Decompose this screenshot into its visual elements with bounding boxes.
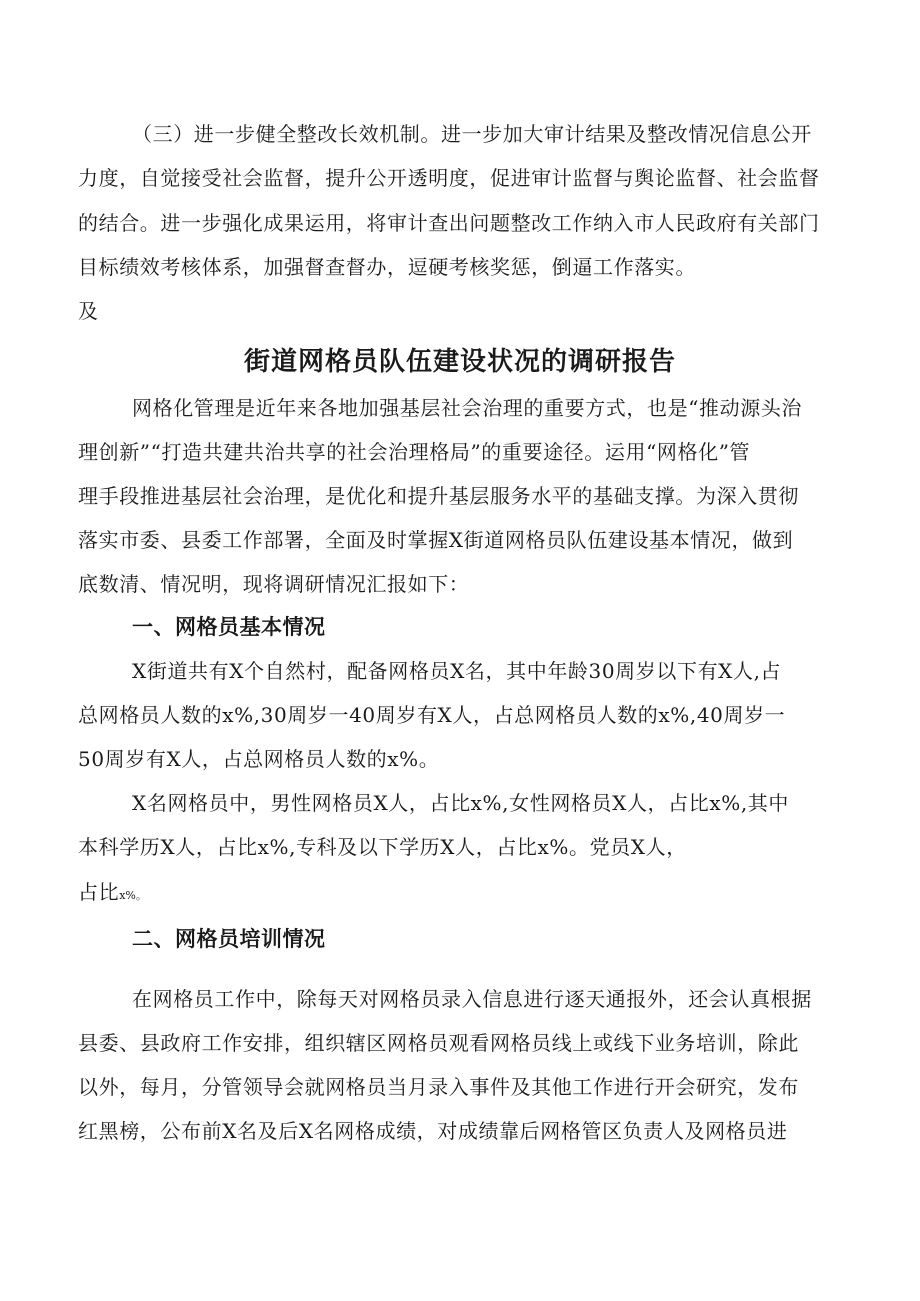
prev-para-line-1: （三）进一步健全整改长效机制。进一步加大审计结果及整改情况信息公开 (132, 122, 812, 146)
section2-para-line-2: 县委、县政府工作安排，组织辖区网格员观看网格员线上或线下业务培训，除此 (78, 1031, 799, 1055)
prev-para-line-2: 力度，自觉接受社会监督，提升公开透明度，促进审计监督与舆论监督、社会监督 (78, 166, 820, 190)
intro-line-4: 落实市委、县委工作部署，全面及时掌握X街道网格员队伍建设基本情况，做到 (78, 528, 794, 552)
section2-para-line-1: 在网格员工作中，除每天对网格员录入信息进行逐天通报外，还会认真根据 (132, 987, 812, 1011)
intro-line-1: 网格化管理是近年来各地加强基层社会治理的重要方式，也是“推动源头治 (132, 396, 803, 420)
section2-para-line-4: 红黑榜，公布前X名及后X名网格成绩，对成绩靠后网格管区负责人及网格员进 (78, 1119, 788, 1143)
intro-line-3: 理手段推进基层社会治理，是优化和提升基层服务水平的基础支撑。为深入贯彻 (78, 484, 799, 508)
prev-para-line-3: 的结合。进一步强化成果运用，将审计查出问题整改工作纳入市人民政府有关部门 (78, 211, 820, 235)
prev-para-line-4: 目标绩效考核体系，加强督查督办，逗硬考核奖惩，倒逼工作落实。 (78, 255, 696, 279)
section1-para2-tail-text: 占比 (78, 880, 120, 904)
section1-heading: 一、网格员基本情况 (132, 615, 326, 639)
section1-para2-tail-small: x%。 (119, 889, 147, 902)
section1-para2-line-2: 本科学历X人，占比x%,专科及以下学历X人，占比x%。党员X人， (78, 835, 687, 859)
section1-para1-line-1: X街道共有X个自然村，配备网格员X名，其中年龄30周岁以下有X人,占 (132, 659, 782, 683)
section1-para2-tail (78, 880, 147, 908)
section1-para2-line-1: X名网格员中，男性网格员X人，占比x%,女性网格员X人，占比x%,其中 (132, 791, 789, 815)
intro-line-2: 理创新”“打造共建共治共享的社会治理格局”的重要途径。运用“网格化”管 (78, 440, 751, 464)
section2-para-line-3: 以外，每月，分管领导会就网格员当月录入事件及其他工作进行开会研究，发布 (78, 1075, 799, 1099)
section2-heading: 二、网格员培训情况 (132, 927, 326, 951)
intro-line-5: 底数清、情况明，现将调研情况汇报如下： (78, 572, 470, 596)
report-title: 街道网格员队伍建设状况的调研报告 (243, 347, 676, 377)
separator-text: 及 (78, 299, 99, 323)
section1-para1-line-3: 50周岁有X人，占总网格员人数的x%。 (78, 747, 440, 771)
section1-para1-line-2: 总网格员人数的x%,30周岁一40周岁有X人，占总网格员人数的x%,40周岁一 (78, 703, 786, 727)
